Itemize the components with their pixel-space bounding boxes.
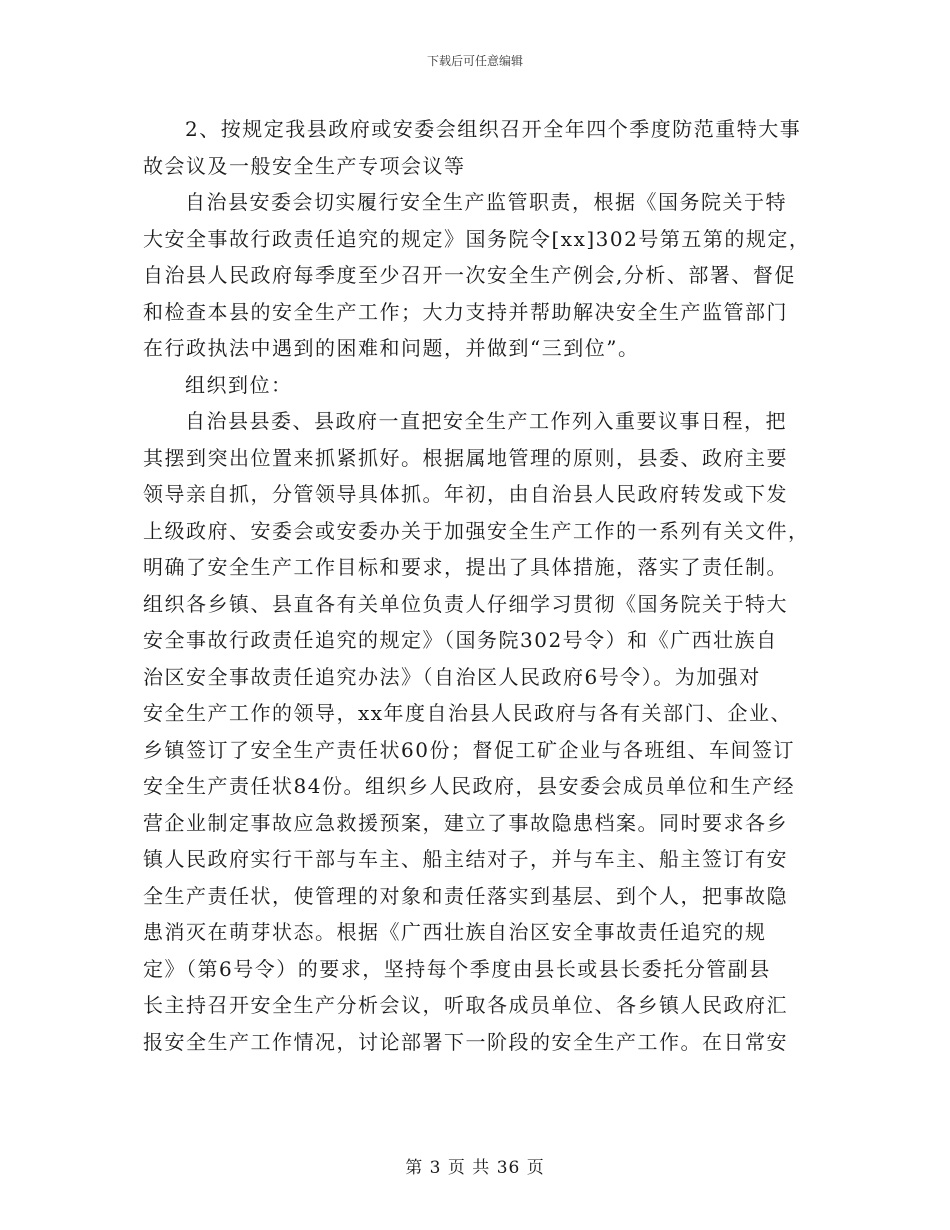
text-line-16: 治区安全事故责任追究办法》（自治区人民政府6号令）。为加强对: [143, 664, 761, 689]
text-line-26: 报安全生产工作情况，讨论部署下一阶段的安全生产工作。在日常安: [143, 1029, 788, 1054]
text-line-8: 组织到位：: [185, 372, 293, 397]
text-line-12: 上级政府、安委会或安委办关于加强安全生产工作的一系列有关文件，: [143, 518, 810, 543]
text-line-21: 镇人民政府实行干部与车主、船主结对子，并与车主、船主签订有安: [143, 847, 788, 871]
text-line-19: 安全生产责任状84份。组织乡人民政府，县安委会成员单位和生产经: [143, 774, 795, 798]
text-line-10: 其摆到突出位置来抓紧抓好。根据属地管理的原则，县委、政府主要: [143, 445, 788, 470]
text-line-5: 自治县人民政府每季度至少召开一次安全生产例会,分析、部署、督促: [143, 263, 796, 287]
text-line-7: 在行政执法中遇到的困难和问题，并做到“三到位”。: [143, 336, 640, 360]
text-line-11: 领导亲自抓，分管领导具体抓。年初，由自治县人民政府转发或下发: [143, 482, 788, 506]
text-line-9: 自治县县委、县政府一直把安全生产工作列入重要议事日程，把: [185, 409, 787, 433]
text-line-25: 长主持召开安全生产分析会议，听取各成员单位、各乡镇人民政府汇: [143, 993, 788, 1017]
text-line-17: 安全生产工作的领导，xx年度自治县人民政府与各有关部门、企业、: [143, 701, 793, 725]
text-line-1: 2、按规定我县政府或安委会组织召开全年四个季度防范重特大事: [185, 117, 802, 141]
text-line-18: 乡镇签订了安全生产责任状60份；督促工矿企业与各班组、车间签订: [143, 737, 795, 762]
text-line-14: 组织各乡镇、县直各有关单位负责人仔细学习贯彻《国务院关于特大: [143, 591, 788, 616]
text-line-4: 大安全事故行政责任追究的规定》国务院令[xx]302号第五第的规定，: [143, 226, 811, 251]
text-line-15: 安全事故行政责任追究的规定》（国务院302号令）和《广西壮族自: [143, 628, 778, 652]
text-line-2: 故会议及一般安全生产专项会议等: [143, 153, 466, 178]
page-header-note: 下载后可任意编辑: [426, 54, 523, 68]
text-line-6: 和检查本县的安全生产工作；大力支持并帮助解决安全生产监管部门: [143, 299, 788, 324]
text-line-22: 全生产责任状，使管理的对象和责任落实到基层、到个人，把事故隐: [143, 883, 788, 908]
text-line-23: 患消灭在萌芽状态。根据《广西壮族自治区安全事故责任追究的规: [143, 920, 767, 944]
text-line-24: 定》（第6号令）的要求，坚持每个季度由县长或县长委托分管副县: [143, 956, 771, 981]
page-number-footer: 第 3 页 共 36 页: [405, 1158, 545, 1178]
text-line-3: 自治县安委会切实履行安全生产监管职责，根据《国务院关于特: [185, 190, 787, 214]
text-line-13: 明确了安全生产工作目标和要求，提出了具体措施，落实了责任制。: [143, 555, 788, 579]
document-body: [143, 111, 811, 1060]
text-line-20: 营企业制定事故应急救援预案，建立了事故隐患档案。同时要求各乡: [143, 810, 788, 835]
